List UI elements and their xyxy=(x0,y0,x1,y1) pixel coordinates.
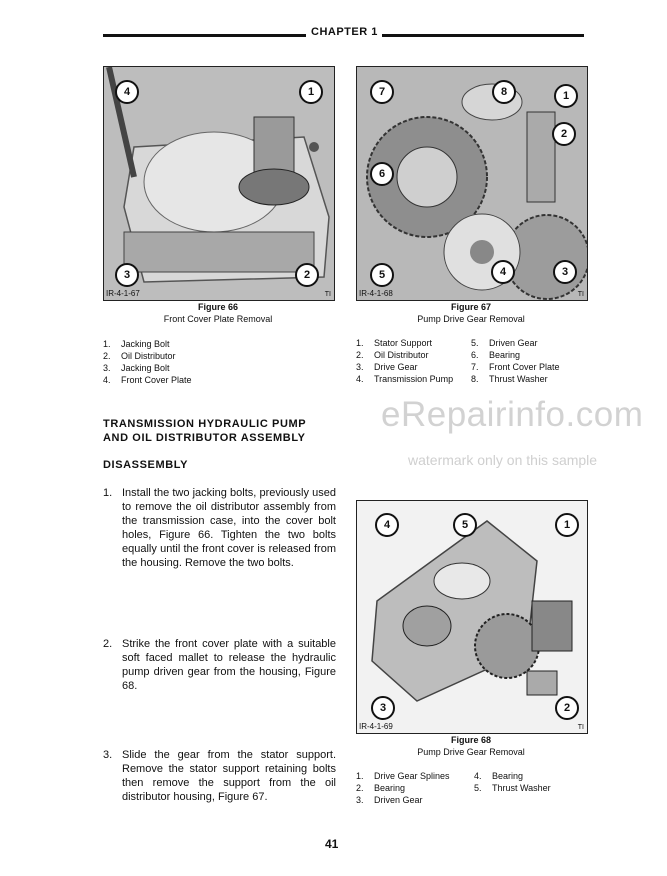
figure-67-callout-4: 4 xyxy=(491,260,515,284)
figure-66-callout-1: 1 xyxy=(299,80,323,104)
figure-66-callout-3: 3 xyxy=(115,263,139,287)
figure-67-code: IR-4-1-68 xyxy=(359,289,393,298)
figure-68-code: IR-4-1-69 xyxy=(359,722,393,731)
legend-item: 2. Oil Distributor xyxy=(103,351,176,361)
figure-68-legend-left xyxy=(356,770,450,806)
figure-67-callout-2: 2 xyxy=(552,122,576,146)
figure-66-photo xyxy=(103,66,335,301)
figure-68-callout-5: 5 xyxy=(453,513,477,537)
figure-68-ti: TI xyxy=(577,724,584,731)
figure-67-photo xyxy=(356,66,588,301)
legend-item: 1. Jacking Bolt xyxy=(103,339,170,349)
legend-item: 5. Driven Gear xyxy=(471,338,538,348)
figure-66-subtitle: Front Cover Plate Removal xyxy=(163,314,273,324)
watermark-logo: eRepairinfo.com xyxy=(381,395,644,434)
figure-68-legend-right xyxy=(474,770,551,794)
legend-item: 4. Front Cover Plate xyxy=(103,375,192,385)
chapter-heading: CHAPTER 1 xyxy=(311,26,378,38)
figure-67-callout-6: 6 xyxy=(370,162,394,186)
header-rule-left xyxy=(103,34,306,37)
figure-67-callout-5: 5 xyxy=(370,263,394,287)
section-subtitle: DISASSEMBLY xyxy=(103,459,189,471)
figure-68-callout-2: 2 xyxy=(555,696,579,720)
figure-67-legend-left xyxy=(356,337,453,385)
pump-drive-gear-illustration xyxy=(357,67,587,300)
figure-67-callout-8: 8 xyxy=(492,80,516,104)
figure-66-ti: TI xyxy=(324,291,331,298)
figure-66-title: Figure 66 xyxy=(197,302,238,312)
header-rule-right xyxy=(382,34,584,37)
figure-67-title: Figure 67 xyxy=(450,302,491,312)
legend-item: 3. Driven Gear xyxy=(356,795,423,805)
figure-66-legend xyxy=(103,338,192,386)
legend-item: 2. Oil Distributor xyxy=(356,350,429,360)
figure-66-callout-4: 4 xyxy=(115,80,139,104)
figure-66-code: IR-4-1-67 xyxy=(106,289,140,298)
legend-item: 6. Bearing xyxy=(471,350,521,360)
figure-67-callout-7: 7 xyxy=(370,80,394,104)
figure-67-ti: TI xyxy=(577,291,584,298)
legend-item: 7. Front Cover Plate xyxy=(471,362,560,372)
legend-item: 3. Jacking Bolt xyxy=(103,363,170,373)
figure-68-callout-3: 3 xyxy=(371,696,395,720)
legend-item: 8. Thrust Washer xyxy=(471,374,548,384)
figure-67-callout-3: 3 xyxy=(553,260,577,284)
legend-item: 4. Transmission Pump xyxy=(356,374,454,384)
legend-item: 1. Stator Support xyxy=(356,338,433,348)
figure-67-subtitle: Pump Drive Gear Removal xyxy=(417,314,525,324)
figure-68-title: Figure 68 xyxy=(450,735,491,745)
legend-item: 4. Bearing xyxy=(474,771,524,781)
page-number: 41 xyxy=(325,837,339,851)
legend-item: 3. Drive Gear xyxy=(356,362,418,372)
figure-67-legend-right xyxy=(471,337,560,385)
legend-item: 1. Drive Gear Splines xyxy=(356,771,450,781)
legend-item: 2. Bearing xyxy=(356,783,406,793)
section-title: TRANSMISSION HYDRAULIC PUMP AND OIL DISTRIBUTOR ASSEMBLY xyxy=(103,418,307,444)
figure-68-callout-4: 4 xyxy=(375,513,399,537)
figure-68-subtitle: Pump Drive Gear Removal xyxy=(417,747,525,757)
figure-68-callout-1: 1 xyxy=(555,513,579,537)
figure-68-photo xyxy=(356,500,588,734)
figure-66-callout-2: 2 xyxy=(295,263,319,287)
watermark-note: watermark only on this sample xyxy=(408,452,598,468)
figure-67-callout-1: 1 xyxy=(554,84,578,108)
legend-item: 5. Thrust Washer xyxy=(474,783,551,793)
